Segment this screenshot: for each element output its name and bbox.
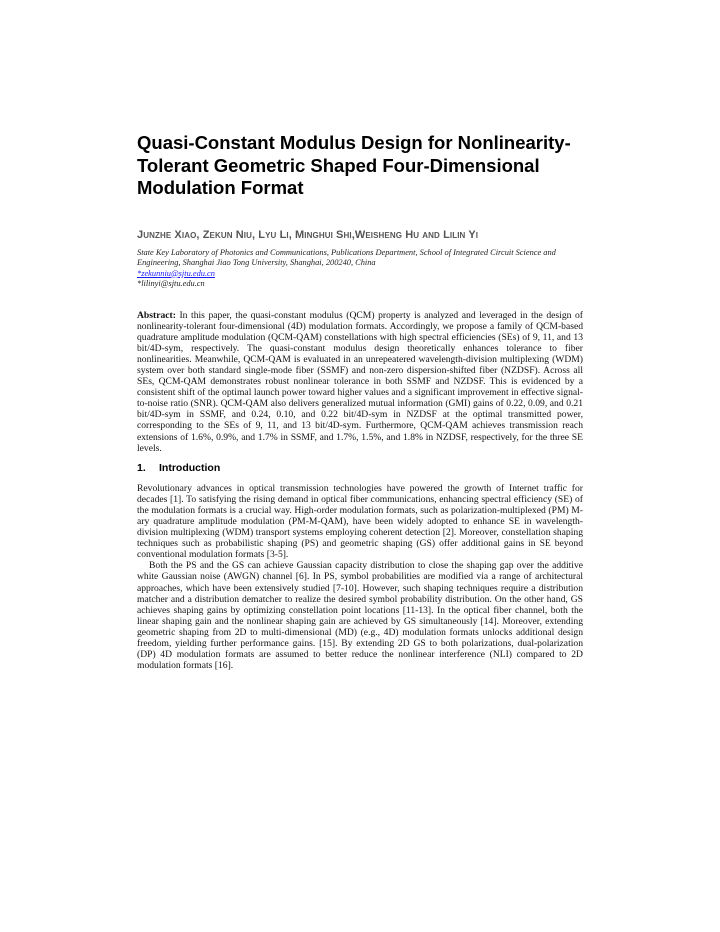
email-link[interactable]: *zekunniu@sjtu.edu.cn <box>137 268 215 278</box>
section-title: Introduction <box>159 461 221 474</box>
abstract <box>137 310 583 454</box>
section-heading <box>137 462 583 475</box>
body-paragraph: Revolutionary advances in optical transmission technologies have powered the growth of Internet traffic for decades [1]. To satisfying the rising demand in optical fiber communications, enhancing spectral efficiency (SE) of the modulation formats is a crucial way. High-order modulation formats, such as polarization-multiplexed (PM) M-ary quadrature amplitude modulation (PM-M-QAM), have been widely adopted to enhance SE in wavelength-division multiplexing (WDM) transport systems employing coherent detection [2]. Moreover, constellation shaping techniques such as probabilistic shaping (PS) and geometric shaping (GS) offer additional gains in SE beyond conventional modulation formats [3-5]. <box>137 482 583 561</box>
paper-title: Quasi-Constant Modulus Design for Nonlinearity-Tolerant Geometric Shaped Four-Dimensional Modulation Format <box>137 132 571 198</box>
abstract-text: In this paper, the quasi-constant modulus (QCM) property is analyzed and leveraged in the design of nonlinearity-tolerant four-dimensional (4D) modulation formats. Accordingly, we propose a family of QCM-based quadrature amplitude modulation (QCM-QAM) constellations with high spectral efficiencies (SEs) of 9, 11, and 13 bit/4D-sym, respectively. The quasi-constant modulus design theoretically enhances tolerance to fiber nonlinearities. Meanwhile, QCM-QAM is evaluated in an unrepeatered wavelength-division multiplexing (WDM) system over both standard single-mode fiber (SSMF) and non-zero dispersion-shifted fiber (NZDSF). Across all SEs, QCM-QAM demonstrates robust nonlinear tolerance in both SSMF and NZDSF. This is evidenced by a consistent shift of the optimal launch power toward higher values and a significant improvement in effective signal-to-noise ratio (SNR). QCM-QAM also delivers generalized mutual information (GMI) gains of 0.22, 0.09, and 0.21 bit/4D-sym in SSMF, and 0.24, 0.10, and 0.22 bit/4D-sym in NZDSF at the optimal transmitted power, corresponding to the SEs of 9, 11, and 13 bit/4D-sym. Furthermore, QCM-QAM achieves transmission reach extensions of 1.6%, 0.9%, and 1.7% in SSMF, and 1.7%, 1.5%, and 1.8% in NZDSF, respectively, for the three SE levels. <box>137 309 583 454</box>
email-text: *lilinyi@sjtu.edu.cn <box>137 279 205 288</box>
email-list <box>137 269 583 290</box>
abstract-label: Abstract: <box>137 309 176 321</box>
paper-content <box>137 132 583 671</box>
affiliation: State Key Laboratory of Photonics and Communications, Publications Department, School of Integrated Circuit Science and Engineering, Shanghai Jiao Tong University, Shanghai, 200240, China <box>137 247 556 267</box>
author-list: Junzhe Xiao, Zekun Niu, Lyu Li, Minghui Shi,Weisheng Hu and Lilin Yi <box>137 228 479 241</box>
body-paragraph: Both the PS and the GS can achieve Gaussian capacity distribution to close the shaping gap over the additive white Gaussian noise (AWGN) channel [6]. In PS, symbol probabilities are modified via a range of architectural approaches, which have been extensively studied [7-10]. However, such shaping techniques require a distribution matcher and a distribution dematcher to realize the desired symbol probability distribution. On the other hand, GS achieves shaping gains by optimizing constellation point locations [11-13]. In the optical fiber channel, both the linear shaping gain and the nonlinear shaping gain are achieved by GS simultaneously [14]. Moreover, extending geometric shaping from 2D to multi-dimensional (MD) (e.g., 4D) modulation formats unlocks additional design freedom, yielding further performance gains. [15]. By extending 2D GS to both polarizations, dual-polarization (DP) 4D modulation formats are assumed to better reduce the nonlinear interference (NLI) compared to 2D modulation formats [16]. <box>137 560 583 672</box>
section-number: 1. <box>137 461 146 474</box>
